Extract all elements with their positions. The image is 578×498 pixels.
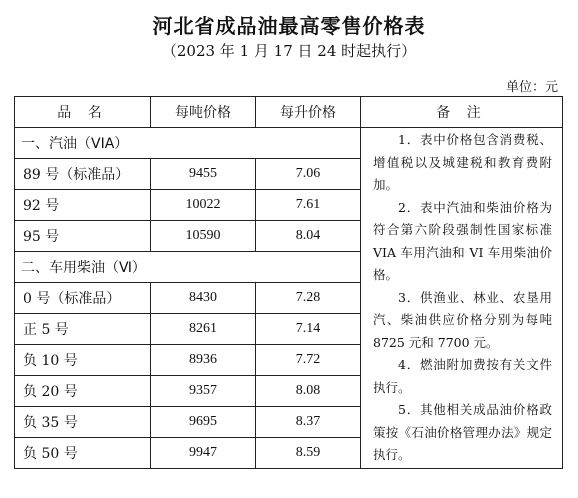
price-per-liter: 7.72 (256, 345, 361, 376)
product-name: 正 5 号 (15, 314, 151, 345)
col-header-per-liter: 每升价格 (256, 97, 361, 128)
note-item: 2．表中汽油和柴油价格为符合第六阶段强制性国家标准 VIA 车用汽油和 VI 车用柴油价格。 (373, 199, 552, 283)
price-table (14, 96, 563, 469)
price-per-ton: 9695 (151, 407, 256, 438)
price-per-ton: 10022 (151, 190, 256, 221)
product-name: 0 号（标准品） (15, 283, 151, 314)
table-header-row (15, 97, 563, 128)
page-title: 河北省成品油最高零售价格表 (152, 14, 426, 38)
note-item: 4．燃油附加费按有关文件执行。 (373, 357, 552, 395)
product-name: 负 35 号 (15, 407, 151, 438)
price-per-ton: 8936 (151, 345, 256, 376)
product-name: 92 号 (15, 190, 151, 221)
col-header-per-ton: 每吨价格 (151, 97, 256, 128)
section-title-diesel: 二、车用柴油（Ⅵ） (15, 252, 361, 283)
price-per-liter: 7.28 (256, 283, 361, 314)
price-per-liter: 8.37 (256, 407, 361, 438)
price-per-liter: 8.04 (256, 221, 361, 252)
price-per-ton: 9455 (151, 159, 256, 190)
product-name: 负 10 号 (15, 345, 151, 376)
remarks-cell (361, 128, 563, 469)
col-header-remark: 备 注 (361, 97, 563, 128)
price-per-ton: 8261 (151, 314, 256, 345)
section-row (15, 128, 563, 159)
product-name: 95 号 (15, 221, 151, 252)
col-header-name: 品 名 (15, 97, 151, 128)
section-title-gasoline: 一、汽油（VIA） (15, 128, 361, 159)
price-per-ton: 9947 (151, 438, 256, 469)
price-per-ton: 10590 (151, 221, 256, 252)
product-name: 89 号（标准品） (15, 159, 151, 190)
price-per-liter: 8.59 (256, 438, 361, 469)
price-per-liter: 7.06 (256, 159, 361, 190)
note-item: 5．其他相关成品油价格政策按《石油价格管理办法》规定执行。 (373, 402, 552, 463)
price-per-ton: 9357 (151, 376, 256, 407)
effective-date: （2023 年 1 月 17 日 24 时起执行） (161, 42, 417, 60)
product-name: 负 50 号 (15, 438, 151, 469)
price-per-ton: 8430 (151, 283, 256, 314)
price-per-liter: 7.14 (256, 314, 361, 345)
price-per-liter: 8.08 (256, 376, 361, 407)
unit-label: 单位：元 (505, 80, 558, 95)
note-item: 1．表中价格包含消费税、增值税以及城建税和教育费附加。 (373, 132, 552, 193)
note-item: 3．供渔业、林业、农垦用汽、柴油供应价格分别为每吨 8725 元和 7700 元。 (373, 289, 552, 350)
product-name: 负 20 号 (15, 376, 151, 407)
price-per-liter: 7.61 (256, 190, 361, 221)
